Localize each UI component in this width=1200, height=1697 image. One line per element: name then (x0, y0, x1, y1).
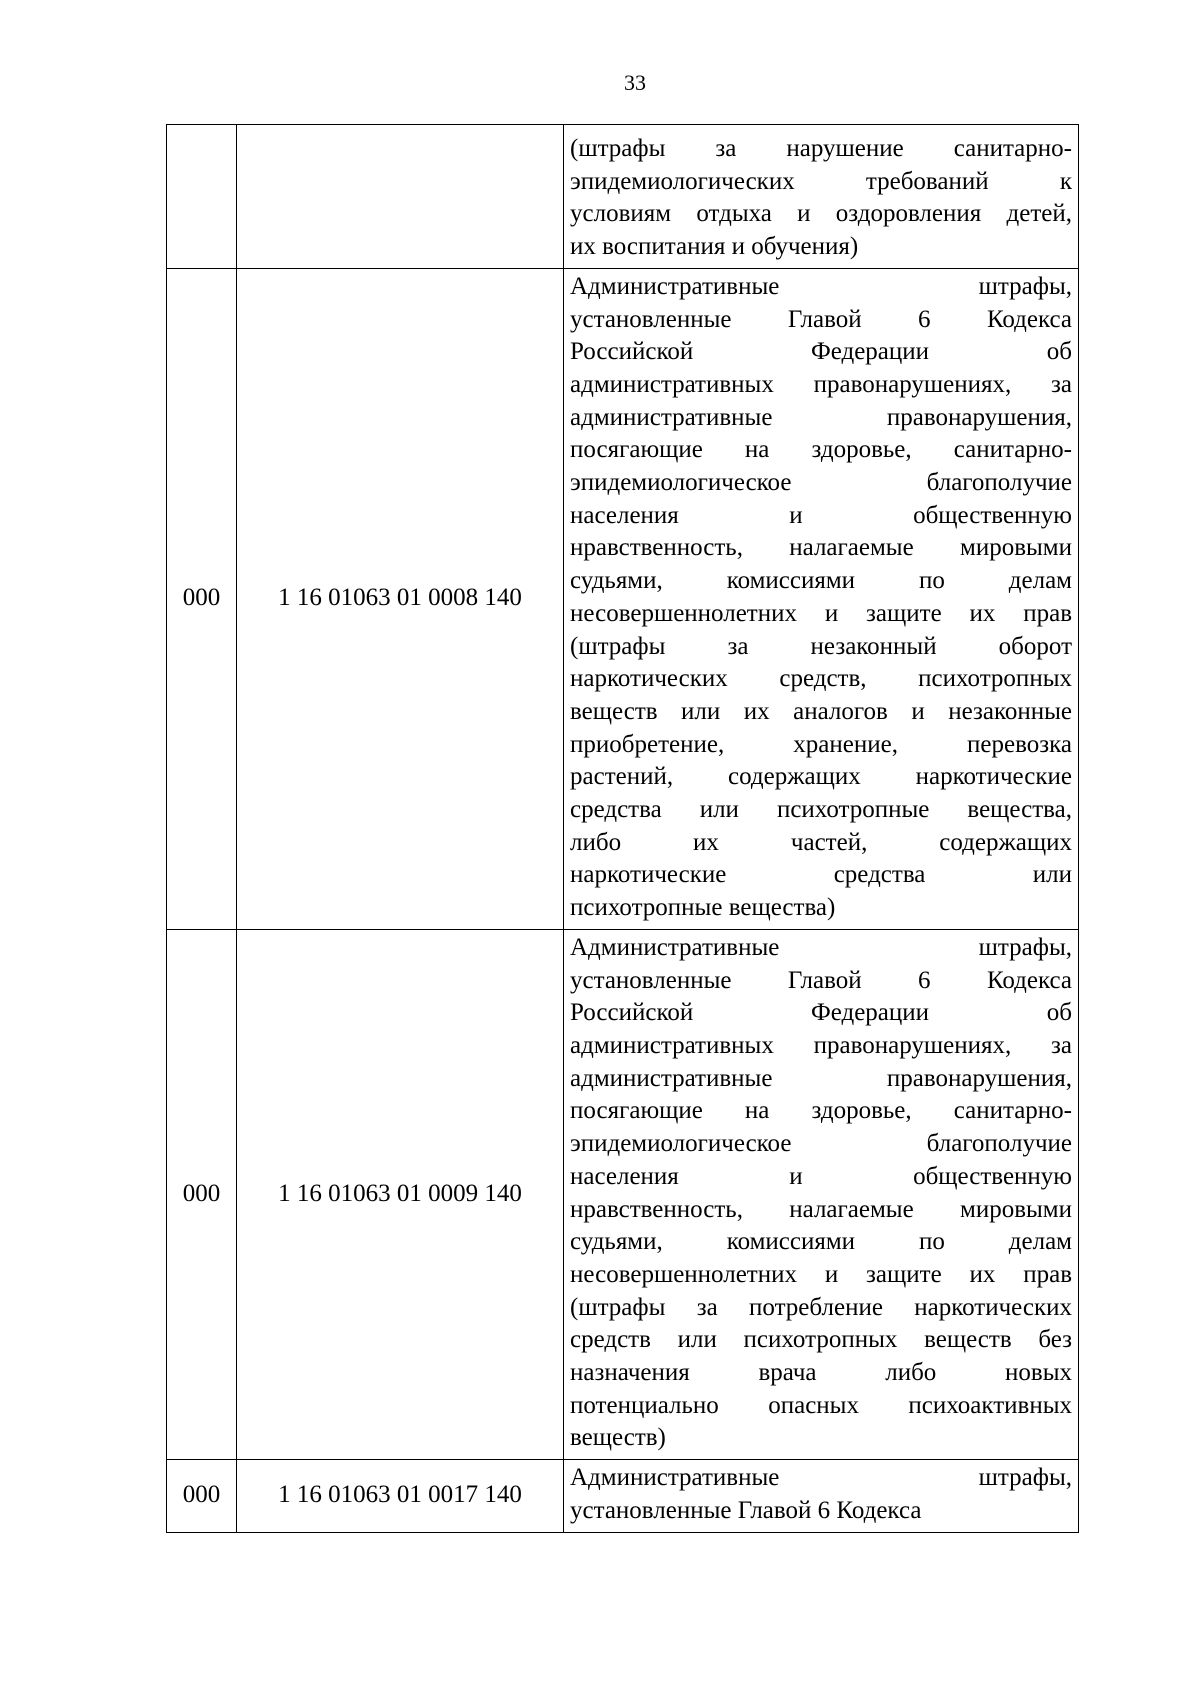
income-name-line: судьями, комиссиями по делам (570, 1228, 1072, 1256)
income-name-line: либо их частей, содержащих (570, 828, 1072, 856)
income-name-line: Административные штрафы, (570, 1464, 1072, 1492)
income-name-line: (штрафы за незаконный оборот (570, 632, 1072, 660)
income-name-line: административных правонарушениях, за (570, 1031, 1072, 1059)
income-name-line: условиям отдыха и оздоровления детей, (570, 200, 1072, 228)
income-name-line: несовершеннолетних и защите их прав (570, 1260, 1072, 1288)
income-name-line: средства или психотропные вещества, (570, 796, 1072, 824)
income-name-line: административные правонарушения, (570, 403, 1072, 431)
kbk-code-cell: 1 16 01063 01 0009 140 (237, 929, 564, 1459)
admin-code-cell (167, 125, 237, 269)
table-row (167, 1460, 1079, 1532)
income-name-line: административные правонарушения, (570, 1064, 1072, 1092)
income-name-line: посягающие на здоровье, санитарно- (570, 1097, 1072, 1125)
income-name-line: психотропные вещества) (570, 894, 836, 922)
income-name-line: растений, содержащих наркотические (570, 763, 1072, 791)
income-name-cell (564, 1460, 1079, 1532)
income-name-line: нравственность, налагаемые мировыми (570, 1195, 1072, 1223)
income-name-line: наркотических средств, психотропных (570, 665, 1072, 693)
income-name-line: Российской Федерации об (570, 999, 1072, 1027)
admin-code-cell: 000 (167, 1460, 237, 1532)
income-name-line: их воспитания и обучения) (570, 233, 859, 261)
kbk-code-cell (237, 125, 564, 269)
income-name-line: эпидемиологическое благополучие (570, 469, 1072, 497)
income-name-line: (штрафы за потребление наркотических (570, 1293, 1072, 1321)
table-row (167, 268, 1079, 929)
income-name-line: Административные штрафы, (570, 933, 1072, 961)
income-name-line: наркотические средства или (570, 861, 1072, 889)
income-name-line: Российской Федерации об (570, 338, 1072, 366)
income-name-line: несовершеннолетних и защите их прав (570, 599, 1072, 627)
admin-code-cell: 000 (167, 268, 237, 929)
income-name-line: нравственность, налагаемые мировыми (570, 534, 1072, 562)
income-name-line: населения и общественную (570, 1162, 1072, 1190)
income-name-line: судьями, комиссиями по делам (570, 567, 1072, 595)
income-name-line: средств или психотропных веществ без (570, 1326, 1072, 1354)
income-name-line: Административные штрафы, (570, 272, 1072, 300)
income-name-line: веществ) (570, 1424, 666, 1452)
income-name-line: посягающие на здоровье, санитарно- (570, 436, 1072, 464)
income-name-line: приобретение, хранение, перевозка (570, 730, 1072, 758)
income-name-line: установленные Главой 6 Кодекса (570, 966, 1072, 994)
kbk-code-cell: 1 16 01063 01 0017 140 (237, 1460, 564, 1532)
income-name-cell (564, 929, 1079, 1459)
income-name-line: населения и общественную (570, 501, 1072, 529)
income-name-cell (564, 125, 1079, 269)
income-name-line: (штрафы за нарушение санитарно- (570, 135, 1072, 162)
income-name-line: назначения врача либо новых (570, 1359, 1072, 1387)
income-name-line: веществ или их аналогов и незаконные (570, 697, 1072, 725)
page-number: 33 (624, 70, 646, 95)
table-row (167, 125, 1079, 269)
income-name-line: установленные Главой 6 Кодекса (570, 305, 1072, 333)
admin-code-cell: 000 (167, 929, 237, 1459)
table-row (167, 929, 1079, 1459)
income-name-line: эпидемиологических требований к (570, 167, 1072, 195)
kbk-code-cell: 1 16 01063 01 0008 140 (237, 268, 564, 929)
income-name-line: потенциально опасных психоактивных (570, 1391, 1072, 1419)
income-name-cell (564, 268, 1079, 929)
budget-classification-table (166, 124, 1079, 1533)
income-name-line: установленные Главой 6 Кодекса (570, 1496, 922, 1524)
income-name-line: эпидемиологическое благополучие (570, 1130, 1072, 1158)
income-name-line: административных правонарушениях, за (570, 370, 1072, 398)
